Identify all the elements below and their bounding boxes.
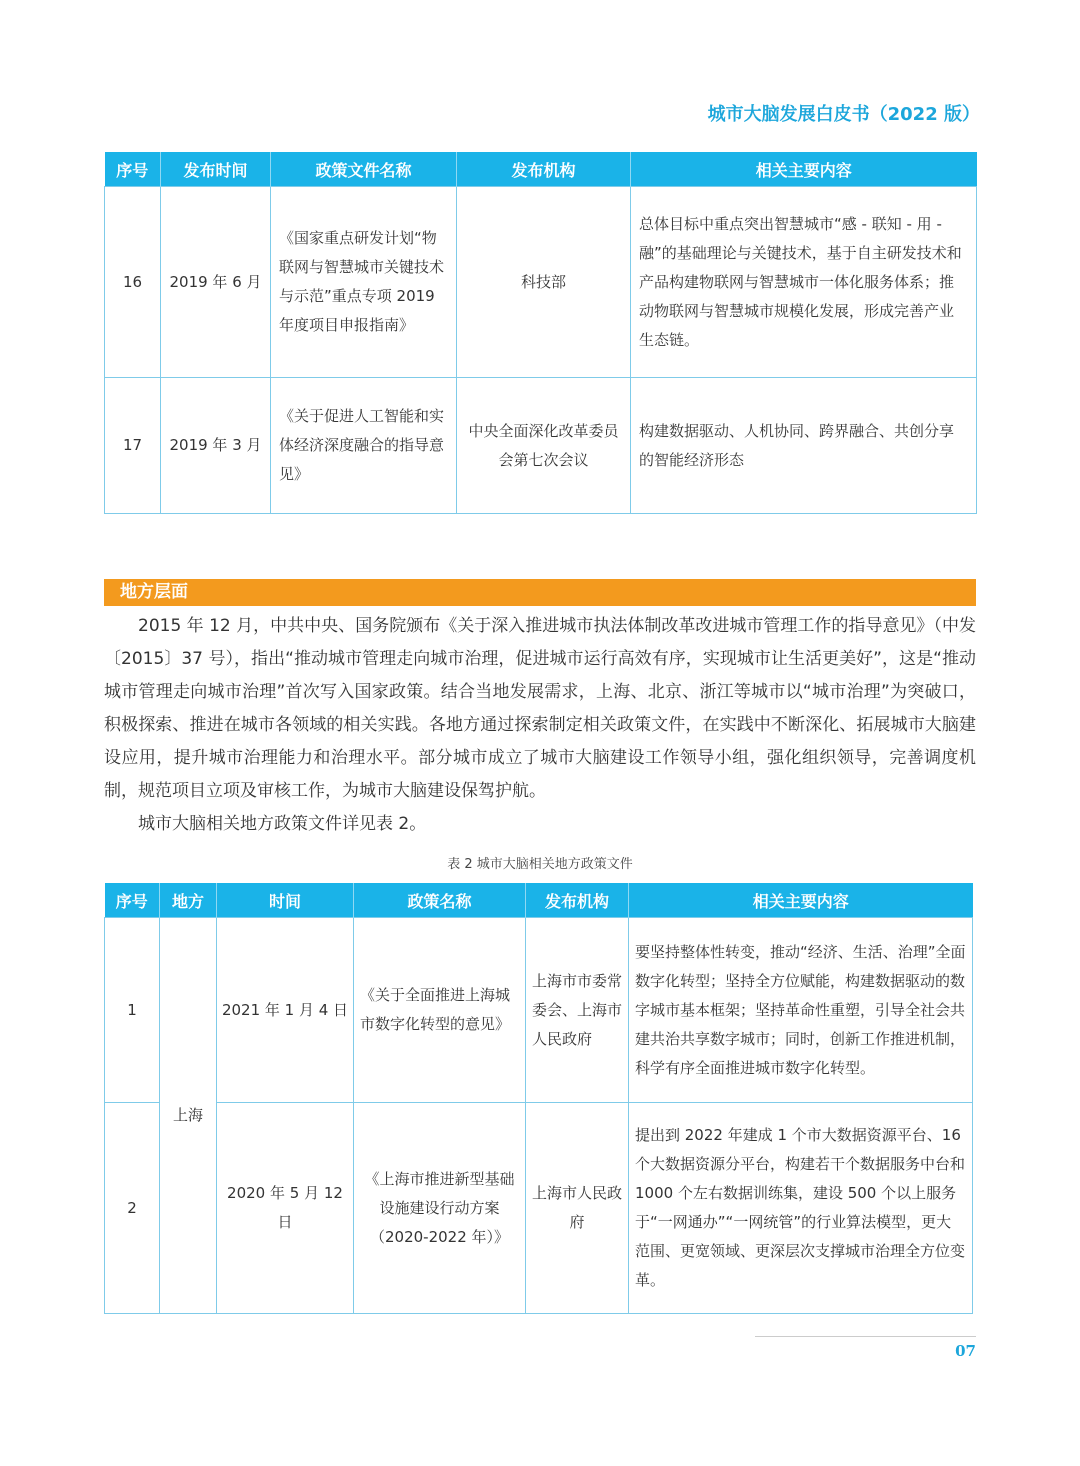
col-header-content: 相关主要内容 — [629, 883, 973, 918]
cell-content: 总体目标中重点突出智慧城市“感 - 联知 - 用 - 融”的基础理论与关键技术，基于自主研发技术和产品构建物联网与智慧城市一体化服务体系；推动物联网与智慧城市规模化发展，形成完善产业生态链。 — [631, 187, 977, 378]
col-header-region: 地方 — [160, 883, 217, 918]
table-header-row — [105, 883, 973, 918]
section-heading-local: 地方层面 — [104, 579, 976, 606]
col-header-number: 序号 — [105, 883, 160, 918]
table-row — [105, 187, 977, 378]
table-header-row — [105, 152, 977, 187]
cell-content: 提出到 2022 年建成 1 个市大数据资源平台、16 个大数据资源分平台，构建若干个数据服务中台和 1000 个左右数据训练集，建设 500 个以上服务于“一网通办”“一网统管”的行业算法模型，更大范围、更宽领域、更深层次支撑城市治理全方位变革。 — [629, 1103, 973, 1314]
table-row — [105, 1103, 973, 1314]
cell-region: 上海 — [160, 918, 217, 1314]
col-header-policy-name: 政策文件名称 — [271, 152, 457, 187]
table-row — [105, 918, 973, 1103]
col-header-issuer: 发布机构 — [457, 152, 631, 187]
cell-content: 构建数据驱动、人机协同、跨界融合、共创分享的智能经济形态 — [631, 378, 977, 514]
cell-policy-name: 《国家重点研发计划“物联网与智慧城市关键技术与示范”重点专项 2019 年度项目申报指南》 — [271, 187, 457, 378]
cell-number: 16 — [105, 187, 161, 378]
cell-date: 2020 年 5 月 12 日 — [217, 1103, 354, 1314]
cell-issuer: 中央全面深化改革委员会第七次会议 — [457, 378, 631, 514]
paragraph: 城市大脑相关地方政策文件详见表 2。 — [138, 814, 427, 834]
cell-issuer: 上海市市委常委会、上海市人民政府 — [526, 918, 629, 1103]
document-header-title: 城市大脑发展白皮书（2022 版） — [707, 104, 980, 125]
col-header-number: 序号 — [105, 152, 161, 187]
table-caption: 表 2 城市大脑相关地方政策文件 — [447, 857, 633, 872]
cell-number: 1 — [105, 918, 160, 1103]
cell-number: 17 — [105, 378, 161, 514]
col-header-policy-name: 政策名称 — [354, 883, 526, 918]
paragraph: 2015 年 12 月，中共中央、国务院颁布《关于深入推进城市执法体制改革改进城市管理工作的指导意见》（中发〔2015〕37 号），指出“推动城市管理走向城市治理，促进城市运行高效有序，实现城市让生活更美好”，这是“推动城市管理走向城市治理”首次写入国家政策。结合当地发展需求，上海、北京、浙江等城市以“城市治理”为突破口，积极探索、推进在城市各领域的相关实践。各地方通过探索制定相关政策文件，在实践中不断深化、拓展城市大脑建设应用，提升城市治理能力和治理水平。部分城市成立了城市大脑建设工作领导小组，强化组织领导，完善调度机制，规范项目立项及审核工作，为城市大脑建设保驾护航。 — [104, 616, 976, 801]
cell-policy-name: 《上海市推进新型基础设施建设行动方案（2020-2022 年）》 — [354, 1103, 526, 1314]
cell-policy-name: 《关于全面推进上海城市数字化转型的意见》 — [354, 918, 526, 1103]
local-policy-table — [104, 883, 973, 1314]
cell-date: 2021 年 1 月 4 日 — [217, 918, 354, 1103]
footer-divider — [755, 1336, 976, 1337]
cell-issuer: 上海市人民政府 — [526, 1103, 629, 1314]
cell-date: 2019 年 3 月 — [161, 378, 271, 514]
col-header-date: 发布时间 — [161, 152, 271, 187]
col-header-content: 相关主要内容 — [631, 152, 977, 187]
cell-content: 要坚持整体性转变，推动“经济、生活、治理”全面数字化转型；坚持全方位赋能，构建数据驱动的数字城市基本框架；坚持革命性重塑，引导全社会共建共治共享数字城市；同时，创新工作推进机制，科学有序全面推进城市数字化转型。 — [629, 918, 973, 1103]
cell-number: 2 — [105, 1103, 160, 1314]
col-header-date: 时间 — [217, 883, 354, 918]
table-row — [105, 378, 977, 514]
page-number: 07 — [955, 1342, 976, 1360]
body-text — [104, 610, 976, 841]
cell-date: 2019 年 6 月 — [161, 187, 271, 378]
cell-policy-name: 《关于促进人工智能和实体经济深度融合的指导意见》 — [271, 378, 457, 514]
cell-issuer: 科技部 — [457, 187, 631, 378]
col-header-issuer: 发布机构 — [526, 883, 629, 918]
national-policy-table — [104, 152, 977, 514]
